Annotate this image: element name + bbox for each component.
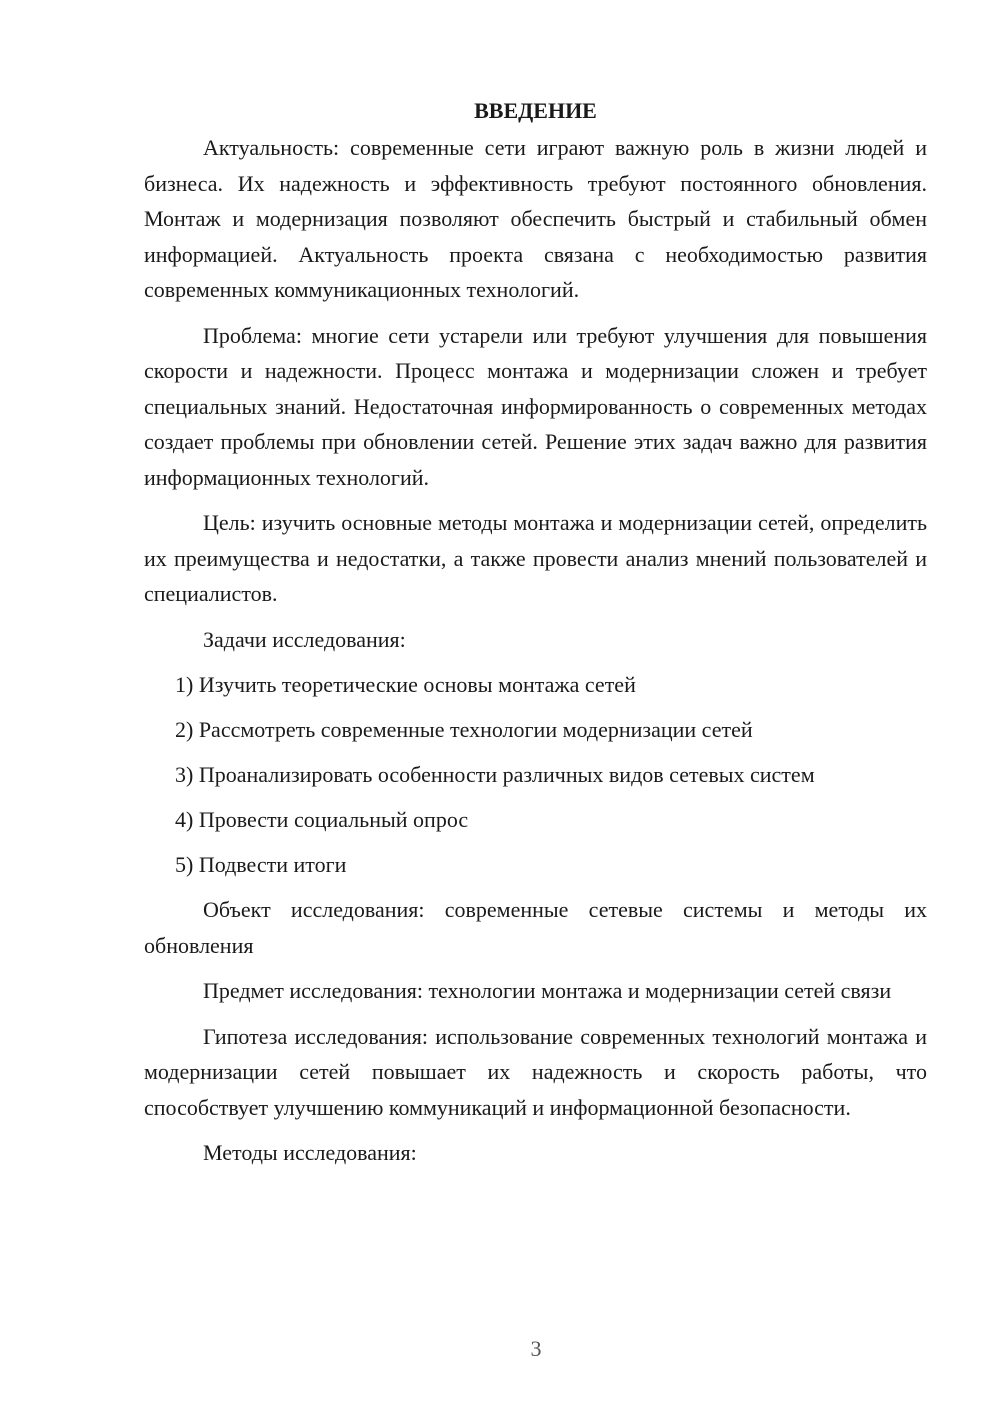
document-page: [144, 96, 927, 1181]
list-item-task-2: 2) Рассмотреть современные технологии модернизации сетей: [175, 717, 753, 742]
list-item-task-5: 5) Подвести итоги: [175, 852, 347, 877]
paragraph-subject: Предмет исследования: технологии монтажа и модернизации сетей связи: [203, 978, 892, 1003]
list-item-task-1: 1) Изучить теоретические основы монтажа сетей: [175, 672, 636, 697]
paragraph-object: Объект исследования: современные сетевые системы и методы их обновления: [144, 897, 927, 958]
list-item-task-3: 3) Проанализировать особенности различных видов сетевых систем: [175, 762, 815, 787]
page-title: ВВЕДЕНИЕ: [474, 98, 597, 123]
paragraph-goal: Цель: изучить основные методы монтажа и модернизации сетей, определить их преимущества и недостатки, а также провести анализ мнений пользователей и специалистов.: [144, 510, 927, 606]
list-item-task-4: 4) Провести социальный опрос: [175, 807, 469, 832]
methods-heading: Методы исследования:: [203, 1140, 417, 1165]
paragraph-problem: Проблема: многие сети устарели или требуют улучшения для повышения скорости и надежности. Процесс монтажа и модернизации сложен и требует специальных знаний. Недостаточная информированность о современных методах создает проблемы при обновлении сетей. Решение этих задач важно для развития информационных технологий.: [144, 322, 927, 490]
page-number: 3: [530, 1336, 542, 1361]
tasks-heading: Задачи исследования:: [203, 626, 406, 652]
paragraph-relevance: Актуальность: современные сети играют важную роль в жизни людей и бизнеса. Их надежность и эффективность требуют постоянного обновления. Монтаж и модернизация позволяют обеспечить быстрый и стабильный обмен информацией. Актуальность проекта связана с необходимостью развития современных коммуникационных технологий.: [144, 135, 927, 302]
tasks-list: [144, 667, 927, 883]
paragraph-hypothesis: Гипотеза исследования: использование современных технологий монтажа и модернизации сетей повышает их надежность и скорость работы, что способствует улучшению коммуникаций и информационной безопасности.: [144, 1023, 927, 1120]
